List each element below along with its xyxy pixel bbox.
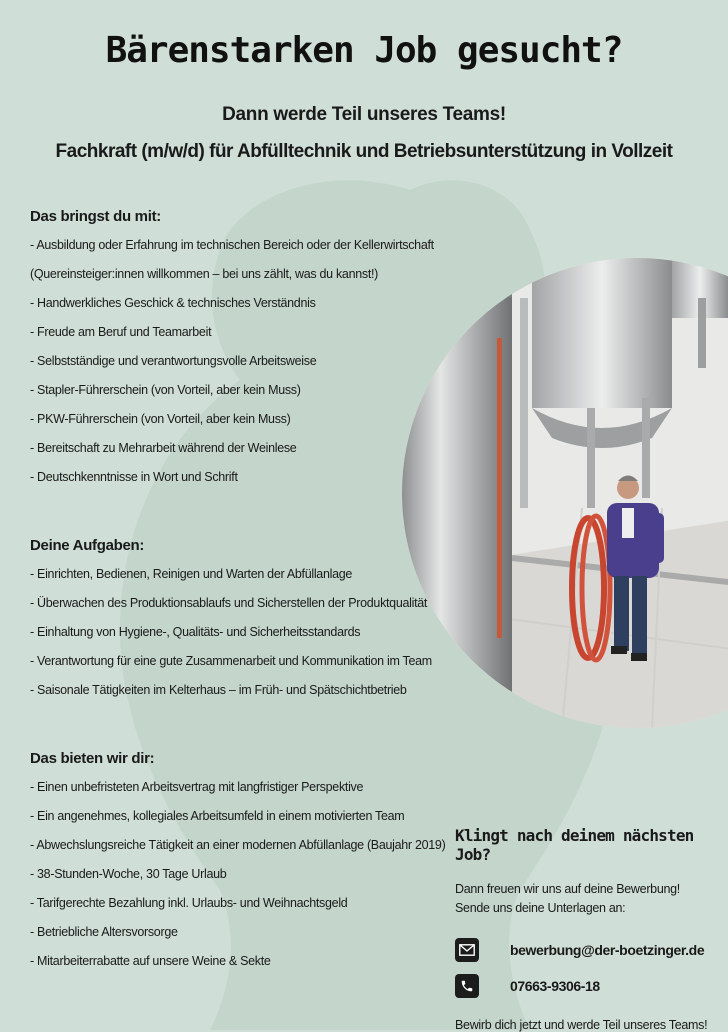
list-item: (Quereinsteiger:innen willkommen – bei uns zählt, was du kannst!) [30,267,379,281]
list-item: - Betriebliche Altersvorsorge [30,925,178,939]
offer-section [30,750,450,976]
offer-list [30,773,450,976]
list-item: - PKW-Führerschein (von Vorteil, aber kein Muss) [30,412,291,426]
cta-line-1: Dann freuen wir uns auf deine Bewerbung! [455,882,680,896]
phone-row[interactable] [455,972,725,1000]
list-item: - Deutschkenntnisse in Wort und Schrift [30,470,238,484]
requirements-heading: Das bringst du mit: [30,208,161,225]
requirements-list [30,231,450,492]
cta-footer: Bewirb dich jetzt und werde Teil unseres Teams! [455,1018,708,1032]
list-item: - Abwechslungsreiche Tätigkeit an einer modernen Abfüllanlage (Baujahr 2019) [30,838,446,852]
list-item: - 38-Stunden-Woche, 30 Tage Urlaub [30,867,227,881]
email-link[interactable]: bewerbung@der-boetzinger.de [510,942,705,958]
list-item: - Ein angenehmes, kollegiales Arbeitsumfeld in einem motivierten Team [30,809,405,823]
phone-number[interactable]: 07663-9306-18 [510,978,600,994]
list-item: - Bereitschaft zu Mehrarbeit während der Weinlese [30,441,297,455]
list-item: - Tarifgerechte Bezahlung inkl. Urlaubs- und Weihnachtsgeld [30,896,348,910]
call-to-action [455,826,725,1032]
list-item: - Saisonale Tätigkeiten im Kelterhaus – im Früh- und Spätschichtbetrieb [30,683,407,697]
list-item: - Freude am Beruf und Teamarbeit [30,325,212,339]
tasks-heading: Deine Aufgaben: [30,537,145,554]
tasks-section [30,537,450,705]
winery-photo [402,258,728,728]
cta-title: Klingt nach deinem nächsten Job? [455,826,694,864]
tasks-list [30,560,450,705]
offer-heading: Das bieten wir dir: [30,750,155,767]
requirements-section [30,208,450,492]
subline: Dann werde Teil unseres Teams! [222,104,506,125]
list-item: - Ausbildung oder Erfahrung im technischen Bereich oder der Kellerwirtschaft [30,238,434,252]
list-item: - Einhaltung von Hygiene-, Qualitäts- und Sicherheitsstandards [30,625,361,639]
list-item: - Überwachen des Produktionsablaufs und Sicherstellen der Produktqualität [30,596,428,610]
list-item: - Einen unbefristeten Arbeitsvertrag mit langfristiger Perspektive [30,780,364,794]
email-row[interactable] [455,936,725,964]
list-item: - Selbstständige und verantwortungsvolle Arbeitsweise [30,354,317,368]
list-item: - Handwerkliches Geschick & technisches Verständnis [30,296,316,310]
position-title: Fachkraft (m/w/d) für Abfülltechnik und Betriebsunterstützung in Vollzeit [55,141,673,162]
headline: Bärenstarken Job gesucht? [105,30,623,71]
cta-line-2: Sende uns deine Unterlagen an: [455,901,626,915]
phone-icon [455,974,479,998]
list-item: - Mitarbeiterrabatte auf unsere Weine & Sekte [30,954,271,968]
list-item: - Einrichten, Bedienen, Reinigen und Warten der Abfüllanlage [30,567,353,581]
list-item: - Stapler-Führerschein (von Vorteil, aber kein Muss) [30,383,301,397]
envelope-icon [455,938,479,962]
list-item: - Verantwortung für eine gute Zusammenarbeit und Kommunikation im Team [30,654,432,668]
